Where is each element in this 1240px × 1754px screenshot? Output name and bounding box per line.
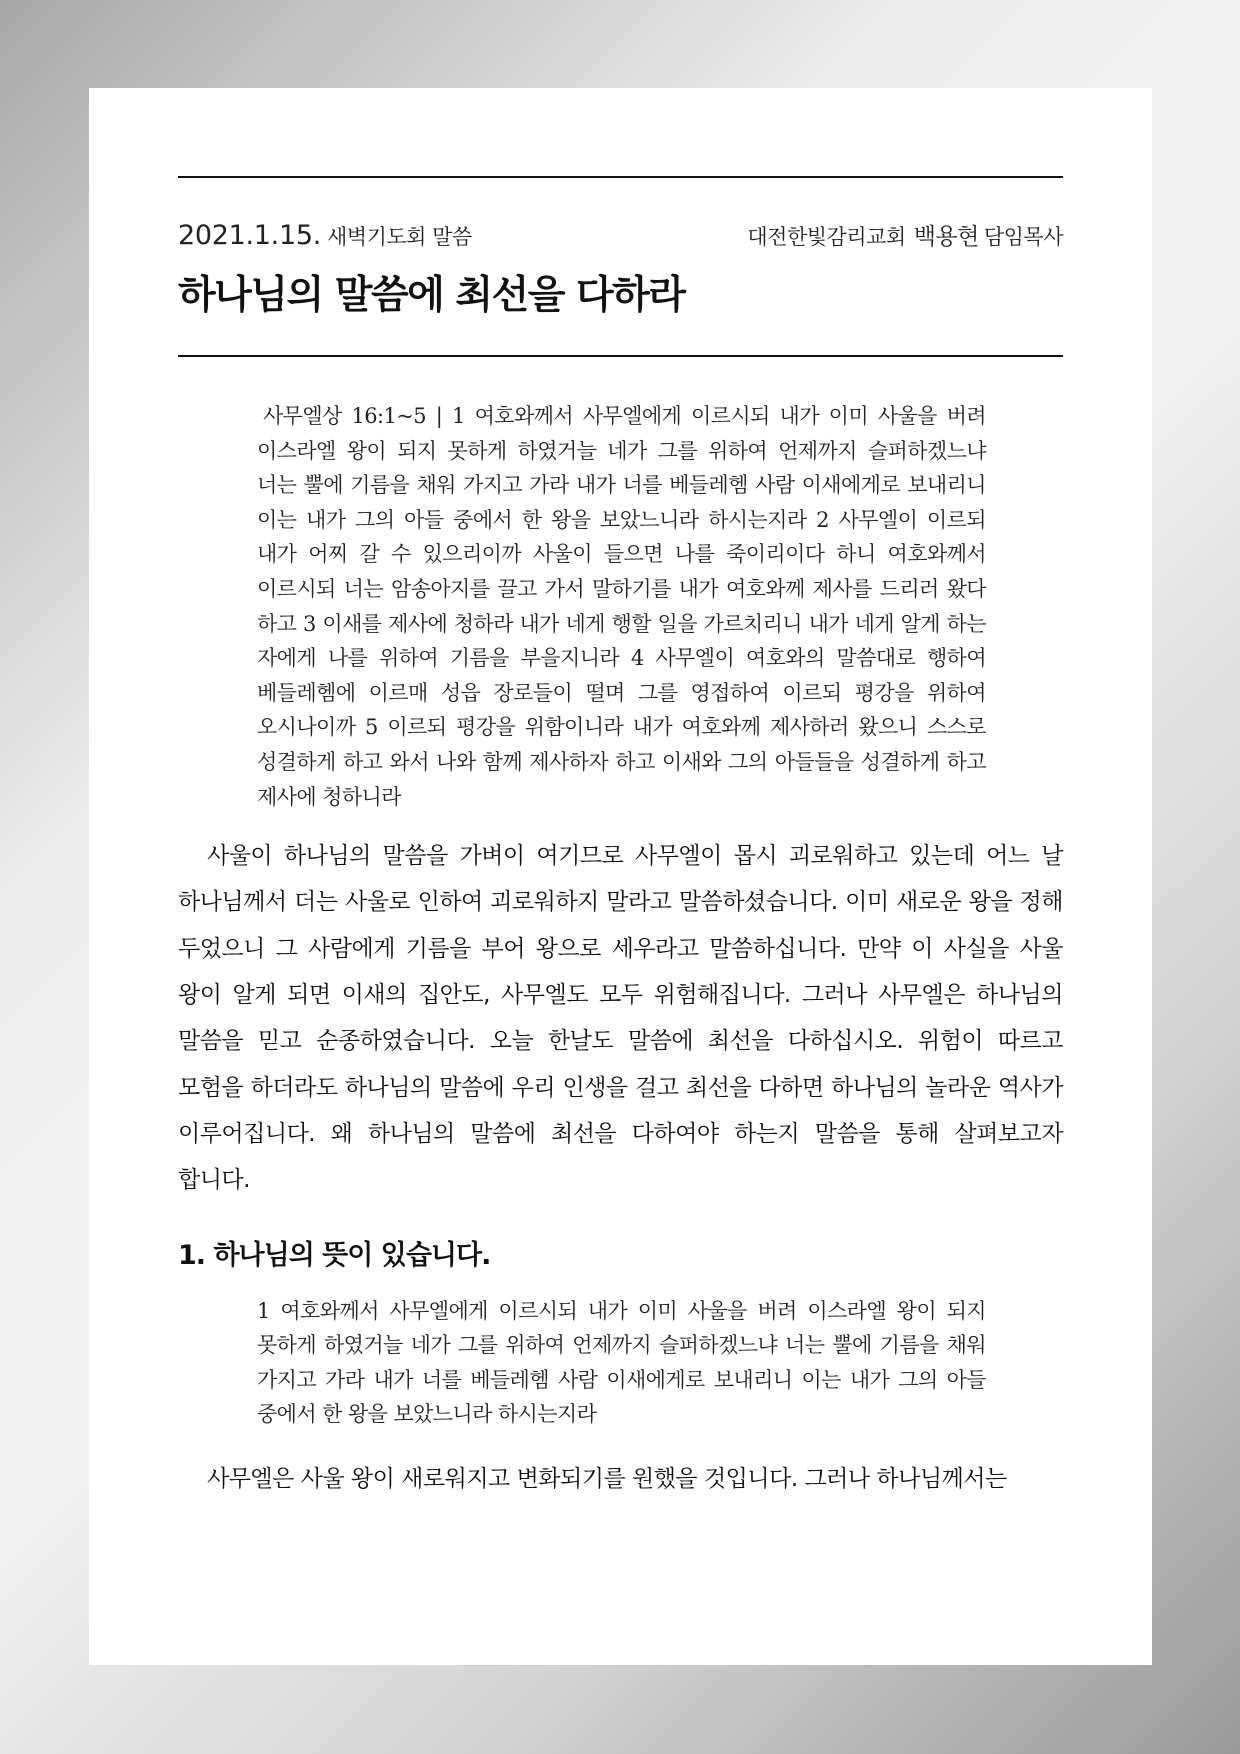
sermon-date: 2021.1.15.	[178, 220, 321, 251]
intro-paragraph: 사울이 하나님의 말씀을 가벼이 여기므로 사무엘이 몹시 괴로워하고 있는데 어느 날 하나님께서 더는 사울로 인하여 괴로워하지 말라고 말씀하셨습니다. 이미 새로운 왕을 정해 두었으니 그 사람에게 기름을 부어 왕으로 세우라고 말씀하십니다. 만약 이 사실을 사울 왕이 알게 되면 이새의 집안도, 사무엘도 모두 위험해집니다. 그러나 사무엘은 하나님의 말씀을 믿고 순종하였습니다. 오늘 한날도 말씀에 최선을 다하십시오. 위험이 따르고 모험을 하더라도 하나님의 말씀에 우리 인생을 걸고 최선을 다하면 하나님의 놀라운 역사가 이루어집니다. 왜 하나님의 말씀에 최선을 다하여야 하는지 말씀을 통해 살펴보고자 합니다.	[178, 843, 1063, 1194]
header-right	[747, 218, 1063, 251]
pastor-name: 백용현	[913, 224, 979, 250]
section-1-paragraph: 사무엘은 사울 왕이 새로워지고 변화되기를 원했을 것입니다. 그러나 하나님께서는	[207, 1465, 1007, 1492]
service-name: 새벽기도회 말씀	[327, 225, 472, 249]
page-content	[178, 176, 1063, 1502]
section-heading-1: 1. 하나님의 뜻이 있습니다.	[178, 1239, 491, 1271]
sermon-title: 하나님의 말씀에 최선을 다하라	[178, 273, 685, 318]
header-left	[178, 220, 472, 251]
church-name: 대전한빛감리교회	[747, 225, 906, 249]
title-rule	[178, 355, 1063, 357]
header-row	[178, 221, 1063, 251]
scripture-passage: 사무엘상 16:1~5 | 1 여호와께서 사무엘에게 이르시되 내가 이미 사울을 버려 이스라엘 왕이 되지 못하게 하였거늘 네가 그를 위하여 언제까지 슬퍼하겠느냐 너는 뿔에 기름을 채워 가지고 가라 내가 너를 베들레헴 사람 이새에게로 보내리니 이는 내가 그의 아들 중에서 한 왕을 보았느니라 하시는지라 2 사무엘이 이르되 내가 어찌 갈 수 있으리이까 사울이 들으면 나를 죽이리이다 하니 여호와께서 이르시되 너는 암송아지를 끌고 가서 말하기를 내가 여호와께 제사를 드리러 왔다 하고 3 이새를 제사에 청하라 내가 네게 행할 일을 가르치리니 내가 네게 알게 하는 자에게 나를 위하여 기름을 부을지니라 4 사무엘이 여호와의 말씀대로 행하여 베들레헴에 이르매 성읍 장로들이 떨며 그를 영접하여 이르되 평강을 위하여 오시나이까 5 이르되 평강을 위함이니라 내가 여호와께 제사하러 왔으니 스스로 성결하게 하고 와서 나와 함께 제사하자 하고 이새와 그의 아들들을 성결하게 하고 제사에 청하니라	[257, 404, 986, 809]
document-page	[89, 88, 1152, 1665]
pastor-role: 담임목사	[983, 225, 1063, 249]
section-1-scripture: 1 여호와께서 사무엘에게 이르시되 내가 이미 사울을 버려 이스라엘 왕이 되지 못하게 하였거늘 네가 그를 위하여 언제까지 슬퍼하겠느냐 너는 뿔에 기름을 채워 가지고 가라 내가 너를 베들레헴 사람 이새에게로 보내리니 이는 내가 그의 아들 중에서 한 왕을 보았느니라 하시는지라	[257, 1298, 986, 1427]
top-rule	[178, 176, 1063, 178]
